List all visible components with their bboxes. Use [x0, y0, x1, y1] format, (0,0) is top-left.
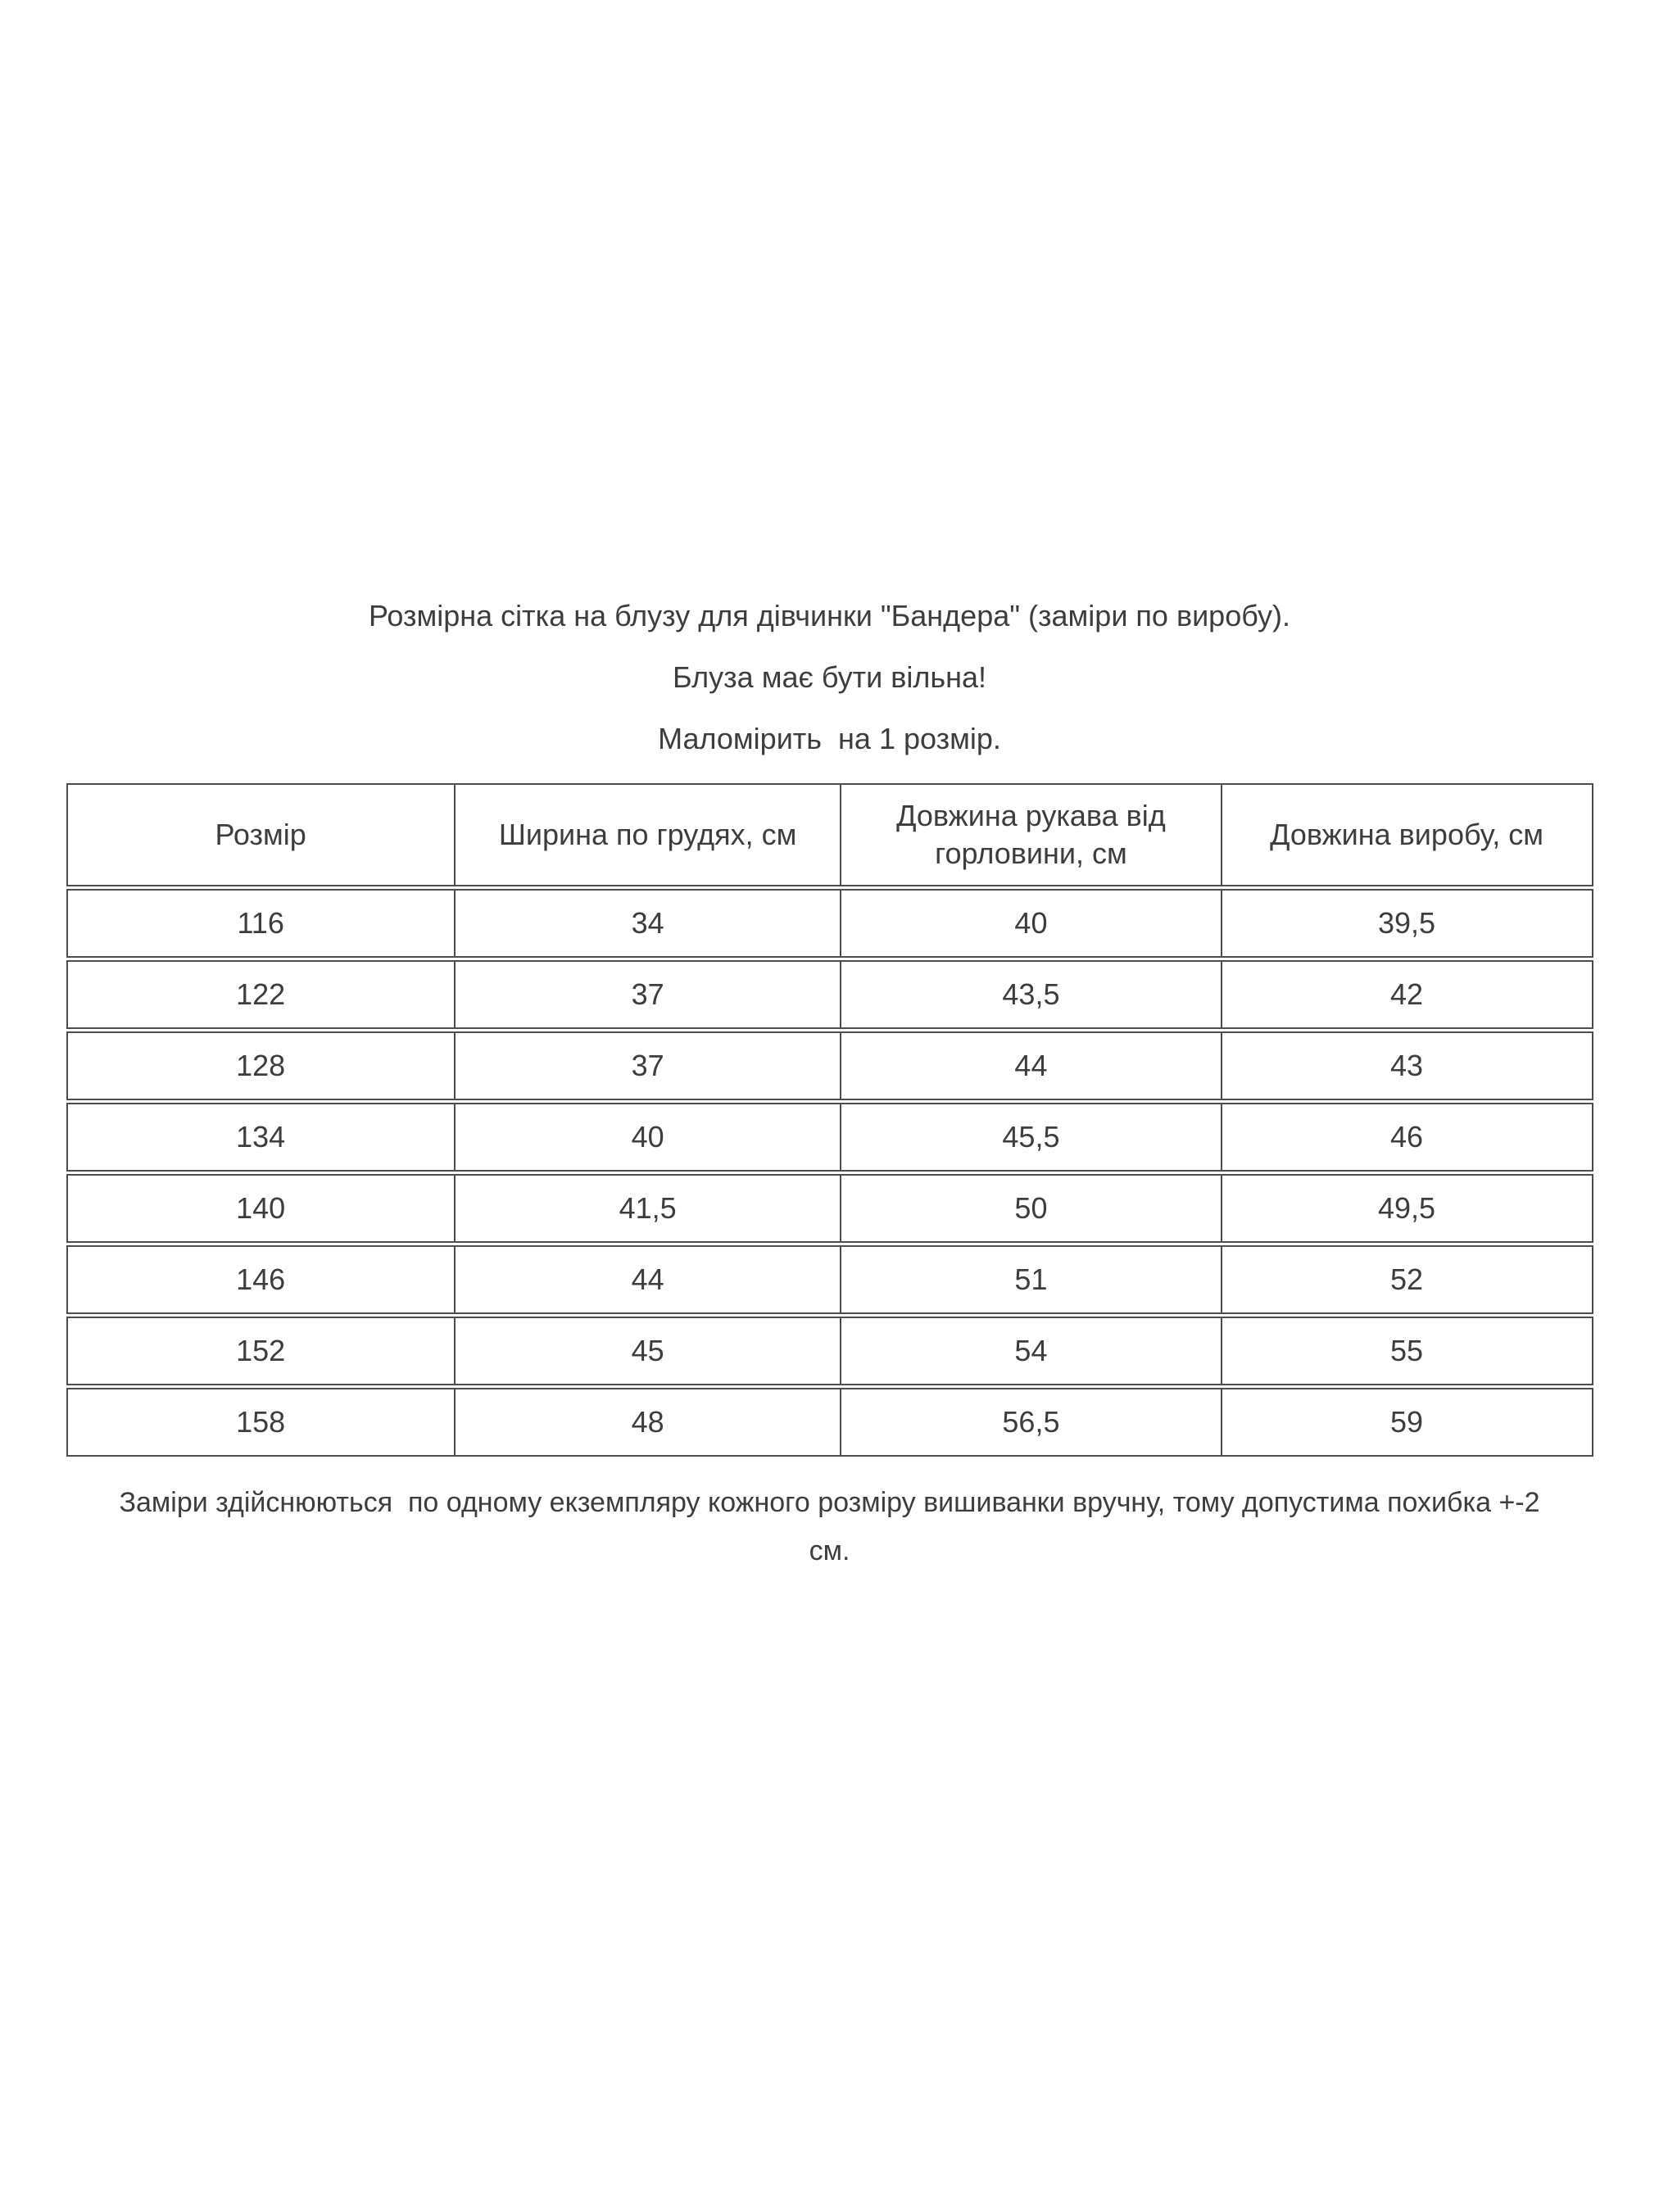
cell-item-length: 59	[1222, 1388, 1593, 1457]
cell-sleeve-length: 44	[841, 1031, 1222, 1100]
cell-item-length: 52	[1222, 1245, 1593, 1314]
cell-size: 158	[66, 1388, 456, 1457]
cell-sleeve-length: 43,5	[841, 960, 1222, 1029]
size-chart-section	[66, 0, 1593, 1575]
cell-sleeve-length: 54	[841, 1317, 1222, 1385]
table-row	[66, 1245, 1593, 1314]
disclaimer-line-1: Заміри здійснюються по одному екземпляру кожного розміру вишиванки вручну, тому допустима похибка +-2	[119, 1487, 1540, 1518]
table-row	[66, 960, 1593, 1029]
cell-chest-width: 34	[456, 889, 842, 958]
table-row	[66, 1031, 1593, 1100]
table-row	[66, 1103, 1593, 1172]
cell-size: 134	[66, 1103, 456, 1172]
disclaimer-line-2: см.	[809, 1535, 850, 1566]
cell-chest-width: 41,5	[456, 1174, 842, 1243]
cell-chest-width: 44	[456, 1245, 842, 1314]
title-line-2: Блуза має бути вільна!	[672, 660, 987, 694]
col-header-sleeve-length: Довжина рукава від горловини, см	[841, 783, 1222, 886]
cell-size: 128	[66, 1031, 456, 1100]
cell-chest-width: 37	[456, 960, 842, 1029]
cell-chest-width: 40	[456, 1103, 842, 1172]
table-row	[66, 889, 1593, 958]
table-row	[66, 1388, 1593, 1457]
size-table	[66, 781, 1593, 1459]
cell-sleeve-length: 50	[841, 1174, 1222, 1243]
cell-item-length: 46	[1222, 1103, 1593, 1172]
col-header-item-length: Довжина виробу, см	[1222, 783, 1593, 886]
cell-sleeve-length: 45,5	[841, 1103, 1222, 1172]
col-header-size: Розмір	[66, 783, 456, 886]
cell-size: 146	[66, 1245, 456, 1314]
cell-chest-width: 37	[456, 1031, 842, 1100]
cell-item-length: 49,5	[1222, 1174, 1593, 1243]
cell-item-length: 43	[1222, 1031, 1593, 1100]
cell-item-length: 42	[1222, 960, 1593, 1029]
cell-size: 140	[66, 1174, 456, 1243]
col-header-chest-width: Ширина по грудях, см	[456, 783, 842, 886]
title-line-1: Розмірна сітка на блузу для дівчинки "Бандера" (заміри по виробу).	[368, 599, 1291, 632]
cell-sleeve-length: 56,5	[841, 1388, 1222, 1457]
cell-size: 122	[66, 960, 456, 1029]
cell-sleeve-length: 40	[841, 889, 1222, 958]
cell-size: 152	[66, 1317, 456, 1385]
table-header-row	[66, 783, 1593, 886]
measurement-disclaimer	[66, 1479, 1593, 1575]
table-row	[66, 1174, 1593, 1243]
cell-sleeve-length: 51	[841, 1245, 1222, 1314]
cell-item-length: 39,5	[1222, 889, 1593, 958]
table-row	[66, 1317, 1593, 1385]
cell-item-length: 55	[1222, 1317, 1593, 1385]
cell-chest-width: 48	[456, 1388, 842, 1457]
cell-chest-width: 45	[456, 1317, 842, 1385]
cell-size: 116	[66, 889, 456, 958]
title-line-3: Маломірить на 1 розмір.	[658, 722, 1001, 755]
